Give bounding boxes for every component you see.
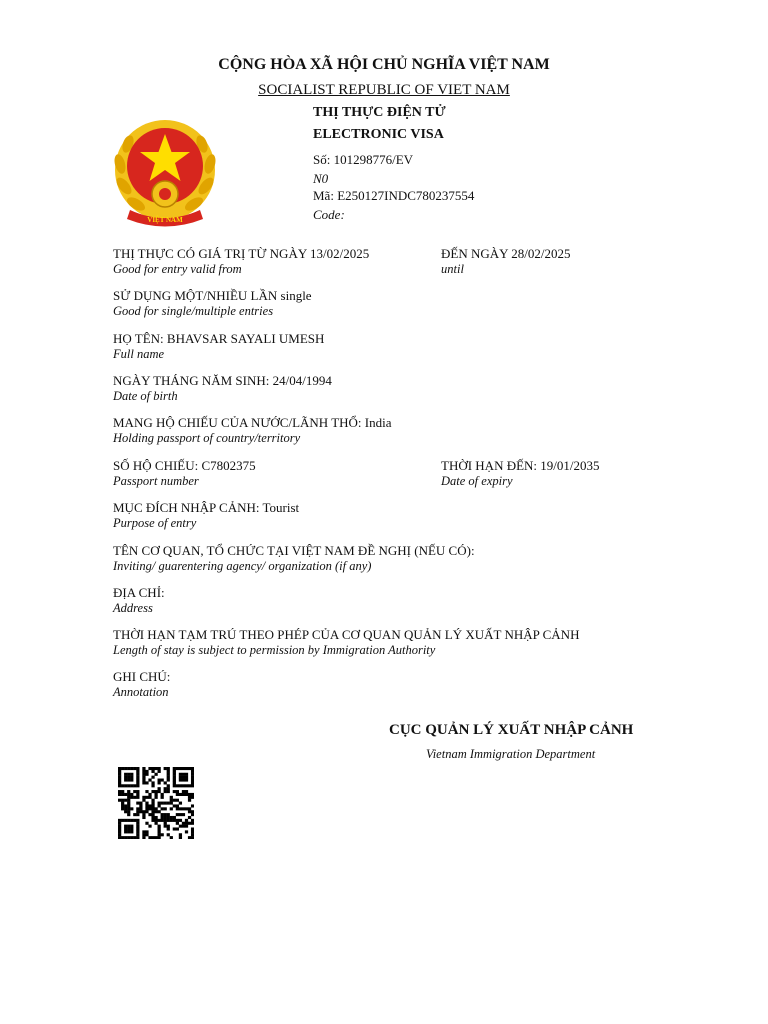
- annotation-value: GHI CHÚ:: [113, 669, 171, 684]
- visa-code-label-en: Code:: [313, 207, 345, 222]
- country-title-vn: CỘNG HÒA XÃ HỘI CHỦ NGHĨA VIỆT NAM: [218, 56, 550, 73]
- valid-from-label: Good for entry valid from: [113, 262, 242, 276]
- passport-expiry-value: THỜI HẠN ĐẾN: 19/01/2035: [441, 458, 600, 473]
- date-of-birth-value: NGÀY THÁNG NĂM SINH: 24/04/1994: [113, 373, 332, 388]
- entries-label: Good for single/multiple entries: [113, 304, 274, 318]
- passport-country-label: Holding passport of country/territory: [113, 431, 301, 445]
- visa-number: Số: 101298776/EV: [313, 152, 414, 167]
- doc-title-en: ELECTRONIC VISA: [313, 127, 444, 142]
- qr-code-icon: [118, 767, 194, 839]
- length-of-stay-label: Length of stay is subject to permission by Immigration Authority: [113, 643, 436, 657]
- length-of-stay-value: THỜI HẠN TẠM TRÚ THEO PHÉP CỦA CƠ QUAN QUẢN LÝ XUẤT NHẬP CẢNH: [113, 627, 580, 642]
- entries-value: SỬ DỤNG MỘT/NHIỀU LẦN single: [113, 288, 312, 303]
- visa-code: Mã: E250127INDC780237554: [313, 188, 475, 203]
- passport-expiry-label: Date of expiry: [441, 474, 513, 488]
- vietnam-national-emblem-icon: [110, 118, 220, 230]
- valid-until-value: ĐẾN NGÀY 28/02/2025: [441, 246, 571, 261]
- purpose-value: MỤC ĐÍCH NHẬP CẢNH: Tourist: [113, 500, 300, 515]
- visa-number-label-en: N0: [313, 171, 329, 186]
- address-label: Address: [113, 601, 153, 615]
- address-value: ĐỊA CHỈ:: [113, 585, 165, 600]
- doc-title-vn: THỊ THỰC ĐIỆN TỬ: [313, 105, 446, 120]
- annotation-label: Annotation: [113, 685, 169, 699]
- valid-from-value: THỊ THỰC CÓ GIÁ TRỊ TỪ NGÀY 13/02/2025: [113, 246, 370, 261]
- country-title-en: SOCIALIST REPUBLIC OF VIET NAM: [258, 82, 510, 98]
- full-name-label: Full name: [113, 347, 165, 361]
- passport-number-label: Passport number: [113, 474, 199, 488]
- issuing-authority-en: Vietnam Immigration Department: [426, 747, 596, 761]
- valid-until-label: until: [441, 262, 464, 276]
- passport-country-value: MANG HỘ CHIẾU CỦA NƯỚC/LÃNH THỔ: India: [113, 415, 392, 430]
- inviting-agency-label: Inviting/ guarentering agency/ organization (if any): [113, 559, 372, 573]
- inviting-agency-value: TÊN CƠ QUAN, TỔ CHỨC TẠI VIỆT NAM ĐỀ NGHỊ (NẾU CÓ):: [113, 543, 475, 558]
- passport-number-value: SỐ HỘ CHIẾU: C7802375: [113, 458, 256, 473]
- date-of-birth-label: Date of birth: [113, 389, 178, 403]
- svg-text:VIỆT NAM: VIỆT NAM: [147, 216, 183, 224]
- purpose-label: Purpose of entry: [113, 516, 197, 530]
- issuing-authority-vn: CỤC QUẢN LÝ XUẤT NHẬP CẢNH: [389, 722, 634, 738]
- full-name-value: HỌ TÊN: BHAVSAR SAYALI UMESH: [113, 331, 325, 346]
